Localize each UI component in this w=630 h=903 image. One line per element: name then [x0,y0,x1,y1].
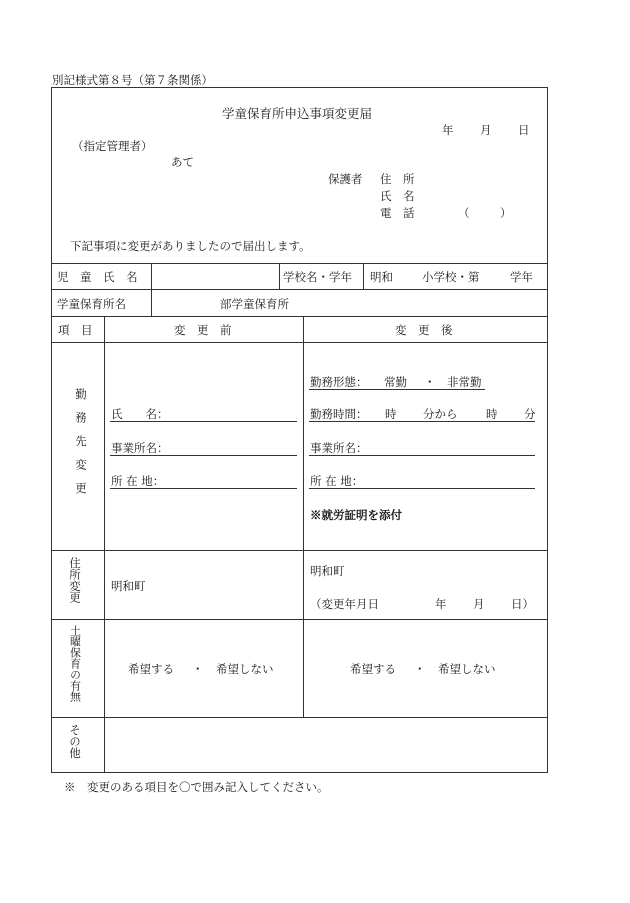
before-header: 変 更 前 [174,323,232,337]
row-line-7 [51,717,548,718]
facility-value: 部学童保育所 [220,297,289,311]
frame-top [51,87,548,88]
address-after-value: 明和町 [310,564,345,578]
work-label: 勤務先変更 [74,388,88,506]
after-location-line[interactable] [309,488,535,489]
after-time-min: 分 [524,407,536,421]
grade-suffix: 学年 [510,270,533,284]
after-office-line[interactable] [309,455,535,456]
date-day-label: 日 [518,123,530,137]
saturday-after-nowish[interactable]: 希望しない [438,662,496,676]
saturday-label: 土曜保育の有無 [68,625,82,702]
school-prefix: 明和 [370,270,393,284]
before-office-line[interactable] [110,455,297,456]
other-label: その他 [68,724,82,759]
before-after-col-line [303,316,304,718]
after-form-dot: ・ [424,375,436,389]
r1-sep-a [151,263,152,290]
after-office-label: 事業所名： [310,441,368,455]
addressee-suffix: あて [171,155,194,169]
after-form-regular[interactable]: 常勤 [384,375,407,389]
row-line-3 [51,316,548,317]
saturday-before-nowish[interactable]: 希望しない [216,662,274,676]
after-time-hour2: 時 [486,407,498,421]
item-header: 項 目 [58,323,93,337]
school-label: 学校名・学年 [283,270,352,284]
saturday-before-wish[interactable]: 希望する [128,662,174,676]
before-location-line[interactable] [110,488,297,489]
after-time-line[interactable] [309,421,535,422]
after-form-line [309,389,485,390]
after-time-hour1: 時 [385,407,397,421]
date-month-label: 月 [480,123,492,137]
other-field[interactable] [106,719,546,771]
row-line-6 [51,619,548,620]
facility-label: 学童保育所名 [57,297,126,311]
before-office-label: 事業所名： [111,441,169,455]
intro-text: 下記事項に変更がありましたので届出します。 [70,239,311,253]
guardian-phone-label: 電 話 [380,206,415,220]
before-location-label: 所 在 地： [111,474,165,488]
date-year-label: 年 [442,123,454,137]
footer-note: ※ 変更のある項目を〇で囲み記入してください。 [64,780,329,794]
frame-bottom [51,772,548,773]
r1-sep-c [363,263,364,290]
before-name-line[interactable] [110,421,297,422]
phone-paren-close: ） [500,206,512,220]
after-form-nonregular[interactable]: 非常勤 [447,375,482,389]
address-label: 住所変更 [68,557,82,603]
guardian-address-label: 住 所 [380,172,415,186]
saturday-before-dot: ・ [192,662,204,676]
row-line-4 [51,342,548,343]
after-location-label: 所 在 地： [310,474,364,488]
form-number: 別記様式第８号（第７条関係） [52,73,213,87]
after-form-label: 勤務形態： [310,375,368,389]
after-time-label: 勤務時間： [310,407,368,421]
addressee: （指定管理者） [72,139,153,153]
phone-paren-open: （ [458,206,470,220]
form-title: 学童保育所申込事項変更届 [222,106,373,121]
school-middle: 小学校・第 [422,270,480,284]
work-note: ※就労証明を添付 [310,508,402,522]
address-date-month: 月 [473,597,485,611]
frame-right [547,87,548,773]
before-name-label: 氏 名： [111,407,169,421]
address-date-label: （変更年月日 [310,597,379,611]
frame-left [51,87,52,773]
saturday-after-dot: ・ [414,662,426,676]
saturday-after-wish[interactable]: 希望する [350,662,396,676]
guardian-name-label: 氏 名 [380,189,415,203]
r1-sep-b [279,263,280,290]
guardian-label: 保護者 [328,172,363,186]
address-date-year: 年 [435,597,447,611]
r2-sep [151,289,152,317]
child-name-label: 児 童 氏 名 [57,270,138,284]
address-before-value: 明和町 [111,579,146,593]
row-line-1 [51,263,548,264]
after-time-minfrom: 分から [423,407,458,421]
address-date-day: 日） [511,597,534,611]
child-name-field[interactable] [153,265,277,287]
item-col-line [104,316,105,773]
row-line-5 [51,550,548,551]
after-header: 変 更 後 [395,323,453,337]
row-line-2 [51,289,548,290]
